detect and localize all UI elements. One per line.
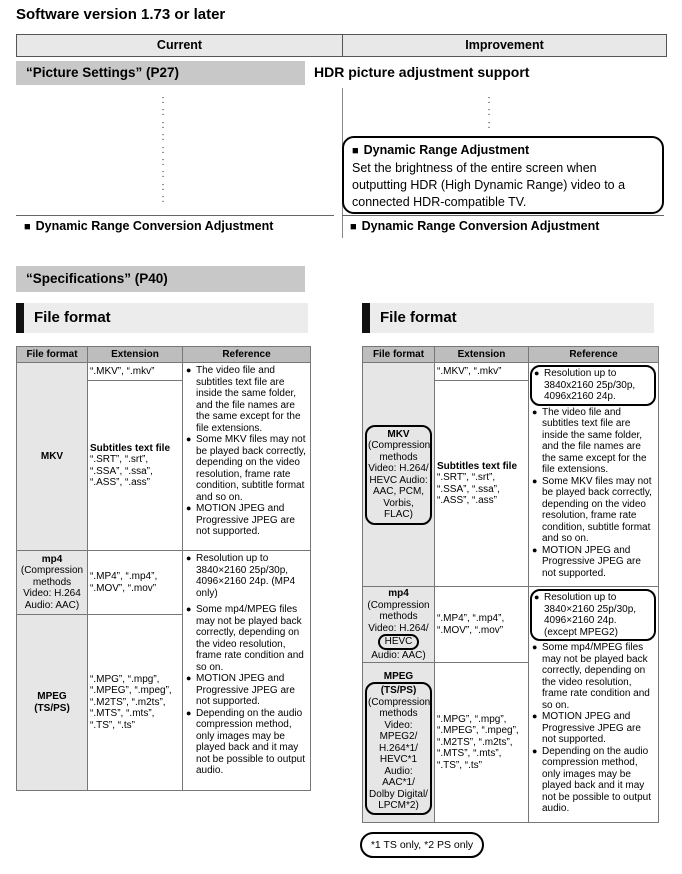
dra-title: Dynamic Range Adjustment — [363, 143, 530, 157]
ellipsis-current: : : : : : : : : : — [161, 94, 165, 206]
file-format-title-current: File format — [16, 303, 308, 333]
col-header-reference: Reference — [529, 347, 659, 363]
drca-improvement: ■ Dynamic Range Conversion Adjustment — [350, 219, 600, 233]
col-header-format: File format — [363, 347, 435, 363]
ref-mkv: ● Resolution up to 3840x2160 25p/30p, 4096x2160 24p. ● The video file and subtitles text file are inside the same folder, and the file names are the same except for the file extensions. ● Some MKV files may not be played back correctly, depending on the video resolution, frame rate condition, subtitle format and so on. ● MOTION JPEG and Progressive JPEG are not supported. — [529, 363, 659, 587]
footnote: *1 TS only, *2 PS only — [360, 832, 484, 858]
ref-mp4-mpeg: ● Resolution up to 3840×2160 25p/30p, 4096×2160 24p. (MP4 only) ● Some mp4/MPEG files may not be played back correctly, depending on the video resolution, frame rate condition and so on. ● MOTION JPEG and Progressive JPEG are not supported. ● Depending on the audio compression method, only images may be played back and it may not be possible to output audio. — [183, 551, 311, 791]
format-mkv: MKV — [17, 363, 88, 551]
divider-line — [342, 215, 664, 216]
hevc-highlight: HEVC — [378, 634, 420, 650]
col-header-format: File format — [17, 347, 88, 363]
ext-mp4: “.MP4”, “.mp4”, “.MOV”, “.mov” — [88, 551, 183, 615]
document-title: Software version 1.73 or later — [16, 6, 226, 23]
ext-mkv: “.MKV”, “.mkv” — [435, 363, 529, 381]
format-mkv: MKV (Compression methods Video: H.264/ HEVC Audio: AAC, PCM, Vorbis, FLAC) — [363, 363, 435, 587]
format-mpeg: MPEG (TS/PS) (Compression methods Video: MPEG2/ H.264*1/ HEVC*1 Audio: AAC*1/ Dolby Digital/ LPCM*2) — [363, 663, 435, 823]
format-mp4: mp4 (Compression methods Video: H.264 Audio: AAC) — [17, 551, 88, 615]
ext-mpeg: “.MPG”, “.mpg”, “.MPEG”, “.mpeg”, “.M2TS”, “.m2ts”, “.MTS”, “.mts”, “.TS”, “.ts” — [435, 663, 529, 823]
column-header-current: Current — [16, 34, 343, 57]
hdr-support-heading: HDR picture adjustment support — [314, 64, 530, 80]
dra-description: Set the brightness of the entire screen when outputting HDR (High Dynamic Range) video to a connected HDR-compatible TV. — [352, 161, 626, 209]
format-mp4: mp4 (Compression methods Video: H.264/ HEVC Audio: AAC) — [363, 587, 435, 663]
file-format-table-improvement — [362, 346, 659, 823]
ref-mp4-mpeg: ● Resolution up to 3840×2160 25p/30p, 4096×2160 24p. (except MPEG2) ● Some mp4/MPEG files may not be played back correctly, depending on the video resolution, frame rate condition and so on. ● MOTION JPEG and Progressive JPEG are not supported. ● Depending on the audio compression method, only images may be played back and it may not be possible to output audio. — [529, 587, 659, 823]
file-format-table-current — [16, 346, 311, 791]
specifications-heading: “Specifications” (P40) — [16, 266, 305, 292]
picture-settings-heading: “Picture Settings” (P27) — [16, 61, 305, 85]
ellipsis-improvement: : : : — [487, 94, 491, 131]
divider-line — [16, 215, 334, 216]
ext-mkv: “.MKV”, “.mkv” — [88, 363, 183, 381]
ref-mkv: ● The video file and subtitles text file are inside the same folder, and the file names are the same except for the file extensions. ● Some MKV files may not be played back correctly, depending on the video resolution, frame rate condition, subtitle format and so on. ● MOTION JPEG and Progressive JPEG are not supported. — [183, 363, 311, 551]
col-header-reference: Reference — [183, 347, 311, 363]
column-header-improvement: Improvement — [342, 34, 667, 57]
ext-mp4: “.MP4”, “.mp4”, “.MOV”, “.mov” — [435, 587, 529, 663]
drca-current: ■ Dynamic Range Conversion Adjustment — [24, 219, 274, 233]
col-header-extension: Extension — [88, 347, 183, 363]
ext-mkv-subtitles: Subtitles text file “.SRT”, “.srt”, “.SSA”, “.ssa”, “.ASS”, “.ass” — [435, 381, 529, 587]
col-header-extension: Extension — [435, 347, 529, 363]
format-mpeg: MPEG (TS/PS) — [17, 615, 88, 791]
ext-mkv-subtitles: Subtitles text file “.SRT”, “.srt”, “.SSA”, “.ssa”, “.ASS”, “.ass” — [88, 381, 183, 551]
ext-mpeg: “.MPG”, “.mpg”, “.MPEG”, “.mpeg”, “.M2TS”, “.m2ts”, “.MTS”, “.mts”, “.TS”, “.ts” — [88, 615, 183, 791]
dynamic-range-adjustment-box: ■ Dynamic Range Adjustment Set the brightness of the entire screen when outputting HDR (High Dynamic Range) video to a connected HDR-compatible TV. — [342, 136, 664, 214]
file-format-title-improvement: File format — [362, 303, 654, 333]
